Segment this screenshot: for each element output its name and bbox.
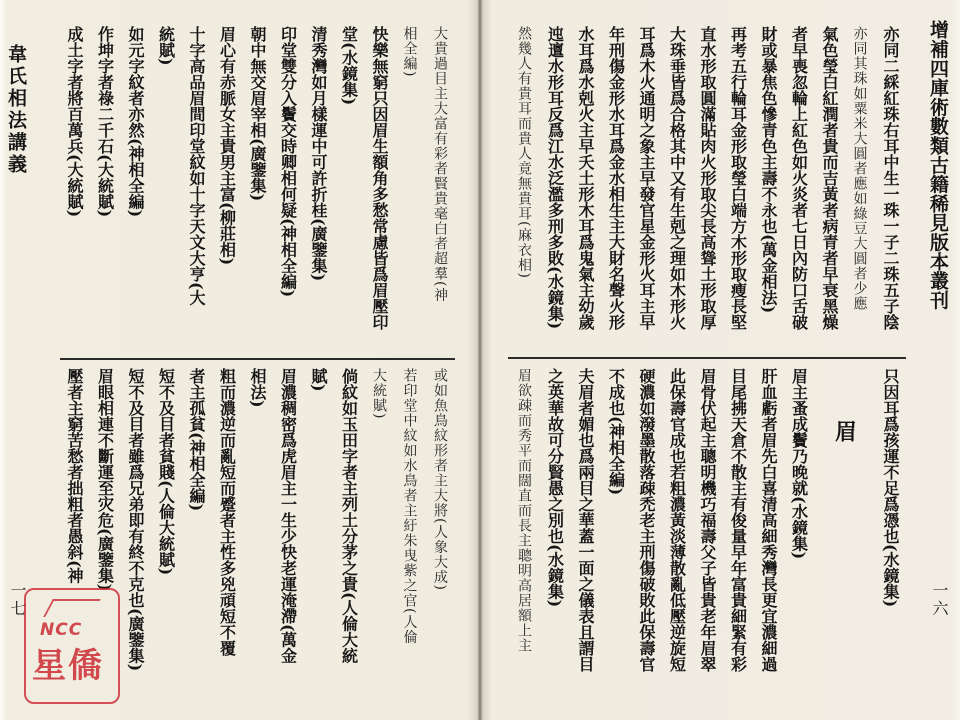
text-column: 眉欲疎而秀平而闊直而長主聰明高居額上主	[516, 368, 532, 653]
text-column: 成土字者將百萬兵(大統賦)	[65, 26, 84, 218]
text-column: 作坤字者祿二千石(大統賦)	[95, 26, 115, 218]
running-title: 韋氏相法講義	[5, 44, 27, 176]
text-column: 然幾人有貴耳而貴人竟無貴耳(麻衣相)	[516, 26, 532, 279]
text-column: 若印堂中紋如水鳥者主紆朱曳紫之官(人倫	[401, 368, 418, 645]
text-column: 大貴過目主大富有彩者賢貴毫白者超羣(神	[432, 26, 448, 303]
register-divider	[508, 357, 906, 359]
book-gutter	[468, 0, 492, 720]
text-column: 大統賦)	[371, 368, 387, 420]
text-column: 倘紋如玉田字者主列土分茅之貴(人倫大統	[339, 368, 359, 664]
text-column: 賦)	[309, 368, 328, 392]
text-column: 硬濃如潑墨散落疎禿老主刑傷破敗此保壽官	[637, 368, 656, 672]
text-column: 者早喪忽輪上紅色如火炎者七日內防口舌破	[789, 26, 809, 330]
text-column: 之英華故可分賢愚之別也(水鏡集)	[545, 368, 565, 608]
stamp-chinese-text: 星僑	[32, 646, 104, 686]
text-column: 印堂雙分入鬢交時卿相何疑(神相全編)	[278, 26, 298, 298]
text-column: 壓者主窮苦愁者拙粗者愚斜(神	[65, 368, 84, 584]
text-column: 目尾拂天倉不散主有俊量早年富貴細緊有彩	[728, 368, 748, 672]
text-column: 短不及目者貧賤(人倫大統賦)	[156, 368, 176, 576]
page-number: 一六	[930, 582, 949, 618]
text-column: 眉濃稠密爲虎眉主一生少快老運淹滯(萬金	[278, 368, 298, 664]
text-column: 年刑傷金形水耳爲金水相生主大財名聲火形	[606, 26, 626, 330]
text-column: 氣色瑩白紅潤者貴而吉黃者病青者早衰黑燥	[820, 26, 839, 330]
text-column: 如元字紋者亦然(神相全編)	[126, 26, 145, 218]
text-column: 粗而濃逆而亂短而蹙者主性多兇頑短不覆	[217, 368, 237, 656]
text-column: 清秀灣如月樣運中可許折桂(廣鑒集)	[309, 26, 328, 282]
text-column: 眉骨伏起主聰明機巧福壽父子皆貴老年眉翠	[698, 368, 717, 672]
text-column: 肝血虧者眉先白喜清高細秀灣長更宜濃細過	[759, 368, 778, 672]
text-column: 耳爲木火通明之象主早發官星金形火耳主早	[637, 26, 656, 330]
text-column: 迍邅水形耳反爲江水泛濫多刑多敗(水鏡集)	[545, 26, 565, 330]
upper-register	[58, 26, 455, 352]
running-title: 增補四庫術數類古籍稀見版本叢刊	[927, 20, 949, 310]
text-column: 眉心有赤脈女主貴男主富(柳莊相)	[217, 26, 237, 266]
stamp-roof-mark	[43, 599, 101, 617]
text-column: 眉眼相連不斷運至灾危(廣鑒集)	[95, 368, 115, 592]
upper-register	[508, 26, 905, 352]
section-heading: 眉	[831, 420, 858, 442]
text-column: 或如魚鳥紋形者主大將(人象大成)	[432, 368, 448, 591]
text-column: 統賦)	[156, 26, 176, 66]
text-column: 只因耳爲孩運不足爲憑也(水鏡集)	[881, 368, 900, 608]
text-column: 夫眉者媚也爲兩目之華蓋一面之儀表且謂目	[576, 368, 595, 672]
text-column: 直水形取圓滿貼肉火形取尖長高聳土形取厚	[698, 26, 717, 330]
text-column: 亦同其珠如粟米大圓者應如綠豆大圓者少應	[851, 26, 868, 311]
text-column: 此保壽官成也若粗濃黃淡薄散亂低壓逆旋短	[667, 368, 687, 672]
text-column: 者主孤貧(神相全編)	[187, 368, 206, 512]
register-divider	[60, 358, 455, 360]
watermark-stamp	[24, 588, 120, 704]
text-column: 短不及目者雖爲兄弟即有終不克也(廣鑒集)	[126, 368, 145, 672]
text-column: 眉主蚤成鬢乃晚就(水鏡集)	[789, 368, 809, 560]
stamp-latin-text: NCC	[40, 620, 83, 640]
text-column: 亦同二綵紅珠右耳中生一珠一子二珠五子陰	[881, 26, 900, 330]
text-column: 相法)	[248, 368, 267, 408]
text-column: 再考五行輪耳金形取瑩白端方木形取瘦長堅	[728, 26, 748, 330]
text-column: 財或暴焦色慘青色主壽不永也(萬金相法)	[759, 26, 778, 314]
lower-register	[508, 368, 905, 706]
text-column: 朝中無交眉宰相(廣鑒集)	[248, 26, 267, 202]
text-column: 水耳爲水剋火主早夭土形木耳爲鬼氣主幼歲	[576, 26, 595, 330]
text-column: 大珠垂皆爲合格其中又有生剋之理如木形火	[667, 26, 687, 330]
text-column: 快樂無窮只因眉生額角多愁常慮皆爲眉壓印	[370, 26, 389, 330]
text-column: 不成也(神相全編)	[606, 368, 626, 496]
text-column: 堂(水鏡集)	[339, 26, 359, 106]
right-page	[480, 0, 960, 720]
text-column: 十字高品眉間印堂紋如十字天文大亨(大	[187, 26, 206, 306]
text-column: 相全編)	[401, 26, 418, 78]
page-number: 一七	[8, 582, 27, 618]
